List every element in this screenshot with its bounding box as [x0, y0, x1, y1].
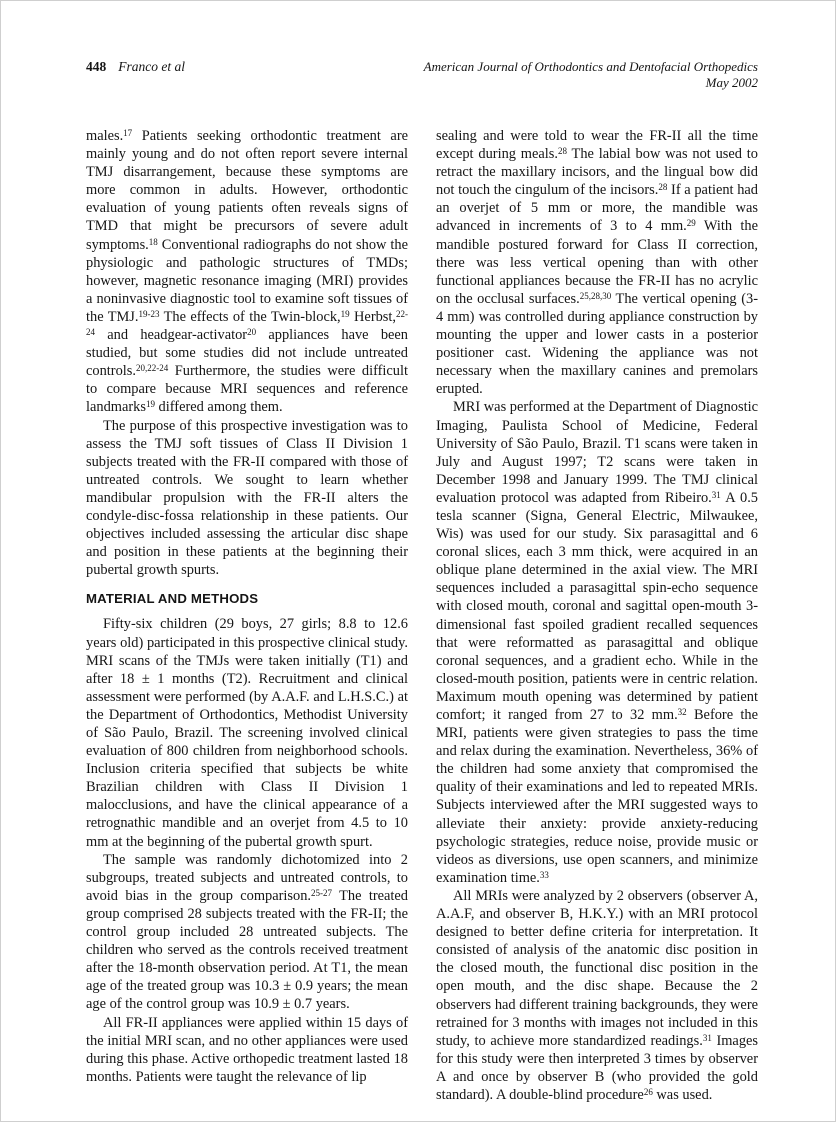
paragraph: [86, 851, 408, 1014]
reference-superscript: 19: [340, 308, 350, 319]
reference-superscript: 25-27: [311, 887, 333, 898]
text-segment: Furthermore, the studies were difficult to compare because MRI sequences and reference landmarks: [86, 363, 408, 416]
text-segment: Patients seeking orthodontic treatment are mainly young and do not often report severe internal TMJ disarrangement, because these symptoms are more common in adults. However, orthodontic evaluation of young patients often reveals signs of TMD that might be precursors of severe adult symptoms.: [86, 128, 408, 253]
journal-title: American Journal of Orthodontics and Dentofacial Orthopedics: [423, 59, 758, 74]
reference-superscript: 28: [557, 146, 567, 157]
running-head-authors: Franco et al: [118, 59, 185, 74]
text-segment: sealing and were told to wear the FR-II all the time except during meals.: [436, 128, 758, 163]
paragraph: [86, 1014, 408, 1086]
running-head-left: [86, 59, 185, 75]
reference-superscript: 32: [677, 706, 687, 717]
text-segment: males.: [86, 128, 124, 144]
text-segment: The purpose of this prospective investigation was to assess the TMJ soft tissues of Class II Division 1 subjects treated with the FR-II compared with those of untreated controls. We sought to learn whether mandibular propulsion with the FR-II alters the condyle-disc-fossa relationship in these patients. Our objectives included assessing the articular disc shape and position in these patients at the beginning their pubertal growth spurts.: [86, 417, 408, 579]
page-header: [86, 59, 758, 91]
text-segment: and headgear-activator: [95, 327, 248, 344]
text-segment: All MRIs were analyzed by 2 observers (observer A, A.A.F, and observer B, H.K.Y.) with an MRI protocol designed to better define criteria for interpretation. It consisted of analysis of the anatomic disc position in the closed mouth, the functional disc position in the open mouth, and the disc shape. Because the 2 observers had different training backgrounds, they were retrained for 3 months with images not included in this study, to achieve more standardized readings.: [436, 887, 758, 1049]
reference-superscript: 33: [539, 869, 549, 880]
column-right: [436, 127, 758, 1104]
text-segment: MRI was performed at the Department of Diagnostic Imaging, Paulista School of Medicine, Federal University of São Paulo, Brazil. T1 scans were taken in July and August 1997; T2 scans were taken in December 1998 and January 1999. The TMJ clinical evaluation protocol was adapted from Ribeiro.: [436, 399, 758, 506]
text-segment: The vertical opening (3-4 mm) was controlled during appliance construction by mounting the upper and lower casts in a posterior positioner cast. Widening the appliance was not necessary when the maxillary canines and premolars erupted.: [436, 290, 759, 398]
reference-superscript: 25,28,30: [579, 290, 612, 301]
paragraph: [436, 887, 758, 1104]
text-segment: All FR-II appliances were applied within 15 days of the initial MRI scan, and no other appliances were used during this phase. Active orthopedic treatment lasted 18 months. Patients were taught the relevance of lip: [86, 1014, 408, 1085]
reference-superscript: 31: [702, 1032, 712, 1043]
paragraph: [436, 127, 758, 398]
text-segment: Conventional radiographs do not show the physiologic and pathologic structures of TMDs; however, magnetic resonance imaging (MRI) provides a noninvasive diagnostic tool to examine soft tissues of the TMJ.: [86, 236, 408, 325]
section-heading: MATERIAL AND METHODS: [86, 591, 259, 607]
running-head-right: [424, 59, 758, 91]
text-segment: The labial bow was not used to retract the maxillary incisors, and the lingual bow did not touch the cingulum of the incisors.: [436, 146, 759, 199]
text-segment: appliances have been studied, but some studies did not include untreated controls.: [86, 327, 408, 380]
reference-superscript: 18: [148, 236, 158, 247]
reference-superscript: 20,22-24: [135, 363, 169, 374]
text-segment: The sample was randomly dichotomized into 2 subgroups, treated subjects and untreated controls, to avoid bias in the group comparison.: [86, 851, 408, 904]
reference-superscript: 17: [123, 127, 133, 138]
paragraph: [436, 398, 758, 887]
text-segment: The effects of the Twin-block,: [159, 308, 341, 325]
reference-superscript: 22-24: [86, 308, 409, 337]
reference-superscript: 19-23: [138, 308, 160, 319]
issue-date: May 2002: [705, 75, 758, 90]
text-segment: With the mandible postured forward for Class II correction, there was less vertical opening than with other functional appliances because the FR-II has no acrylic on the occlusal surfaces.: [436, 218, 758, 307]
text-segment: differed among them.: [154, 399, 283, 416]
text-segment: Herbst,: [349, 308, 397, 325]
article-body: [86, 127, 758, 1104]
reference-superscript: 29: [686, 218, 696, 229]
text-segment: was used.: [652, 1086, 713, 1103]
reference-superscript: 28: [658, 182, 668, 193]
column-left: [86, 127, 408, 1104]
paragraph: [86, 417, 408, 580]
text-segment: Images for this study were then interpreted 3 times by observer A and once by observer B (who provided the gold standard). A double-blind procedure: [436, 1032, 759, 1103]
text-segment: The treated group comprised 28 subjects treated with the FR-II; the control group included 28 untreated subjects. The children who served as the controls received treatment after the 18-month observation period. At T1, the mean age of the treated group was 10.3 ± 0.9 years; the mean age of the control group was 10.9 ± 0.7 years.: [86, 887, 408, 1013]
reference-superscript: 31: [711, 489, 721, 500]
paragraph: [86, 127, 408, 417]
text-segment: Before the MRI, patients were given strategies to pass the time and relax during the examination. Nevertheless, 36% of the children had some anxiety that compromised the quality of their examinations and led to repeated MRIs. Subjects interviewed after the MRI suggested ways to alleviate their anxiety: provide anxiety-reducing psychologic strategies, reduce noise, provide music or videos as diversions, use open scanners, and minimize examination time.: [436, 707, 758, 886]
text-segment: A 0.5 tesla scanner (Signa, General Electric, Milwaukee, Wis) was used for our study. Six parasagittal and 6 coronal slices, each 3 mm thick, were acquired in an oblique plane determined in the axial view. The MRI sequences included a parasagittal spin-echo sequence with closed mouth, coronal and sagittal open-mouth 3-dimensional fast spoiled gradient recalled sequences that were reformatted as parasagittal and oblique coronal sequences, and a gradient echo. While in the closed-mouth position, patients were in centric relation. Maximum mouth opening was determined by patient comfort; it ranged from 27 to 32 mm.: [436, 489, 758, 723]
text-segment: If a patient had an overjet of 5 mm or more, the mandible was advanced in increments of 3 to 4 mm.: [436, 182, 758, 235]
text-segment: Fifty-six children (29 boys, 27 girls; 8.8 to 12.6 years old) participated in this prospective clinical study. MRI scans of the TMJs were taken initially (T1) and after 18 ± 1 months (T2). Recruitment and clinical assessment were performed (by A.A.F. and L.H.S.C.) at the Department of Orthodontics, Methodist University of São Paulo, Brazil. The screening involved clinical evaluation of 800 children from neighborhood schools. Inclusion criteria specified that subjects be white Brazilian children with Class II Division 1 malocclusions, and have the clinical appearance of a retrognathic mandible and an overjet from 4.5 to 10 mm at the beginning of the pubertal growth spurt.: [86, 616, 408, 850]
paragraph: [86, 615, 408, 850]
reference-superscript: 20: [247, 326, 257, 337]
page-number: 448: [86, 59, 107, 74]
reference-superscript: 19: [145, 399, 155, 410]
reference-superscript: 26: [643, 1086, 653, 1097]
